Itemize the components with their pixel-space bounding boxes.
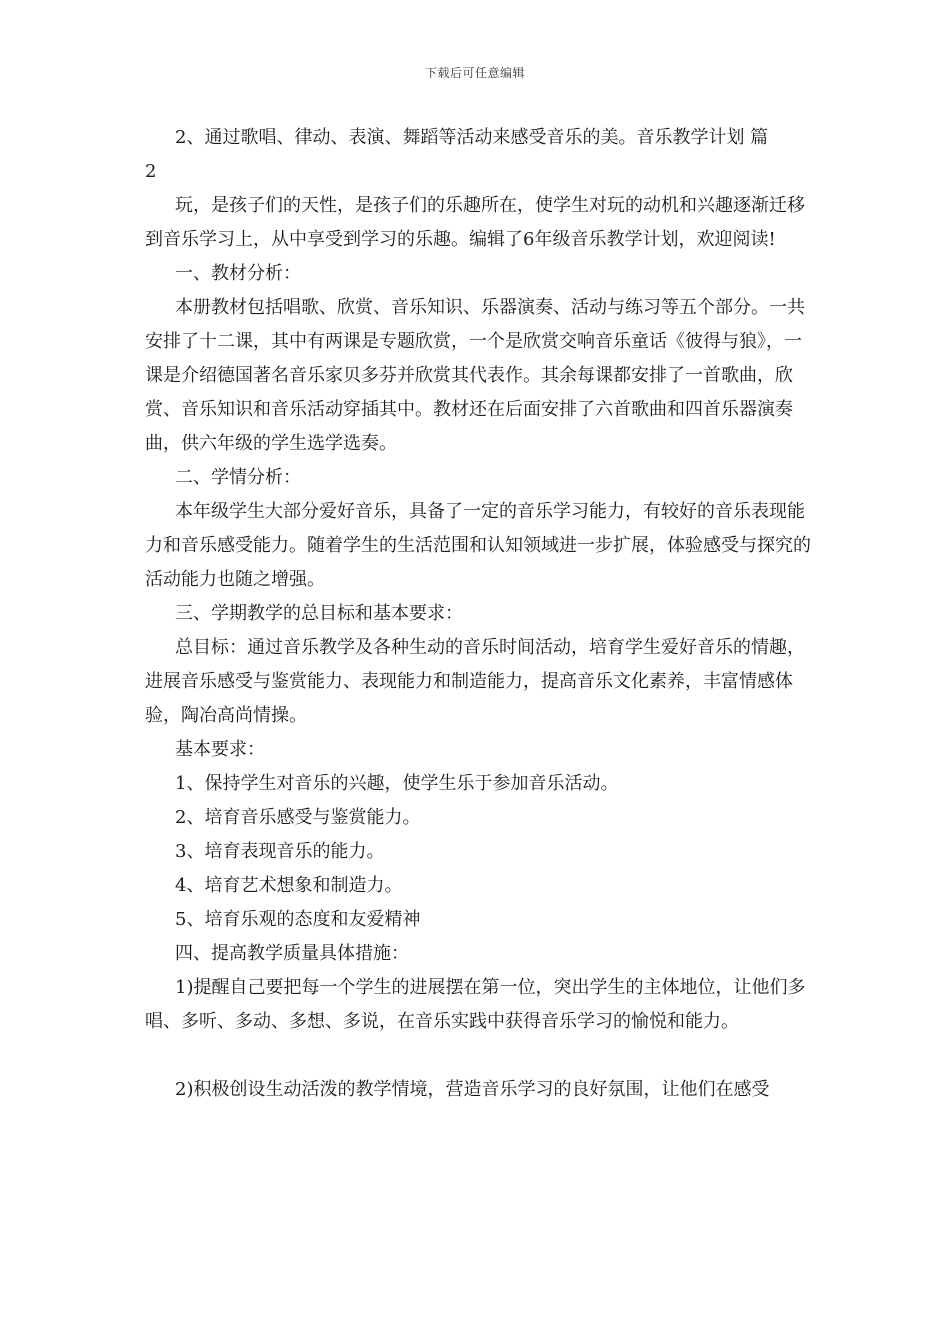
- section-heading: 三、学期教学的总目标和基本要求：: [175, 603, 463, 624]
- paragraph-spacer: [145, 1039, 815, 1073]
- paragraph: 2、通过歌唱、律动、表演、舞蹈等活动来感受音乐的美。音乐教学计划 篇: [175, 127, 769, 148]
- paragraph: 本年级学生大部分爱好音乐，具备了一定的音乐学习能力，有较好的音乐表现能力和音乐感受能力。随着学生的生活范围和认知领域进一步扩展，体验感受与探究的活动能力也随之增强。: [145, 501, 811, 590]
- section-heading: 四、提高教学质量具体措施：: [175, 943, 409, 964]
- document-body: [145, 121, 815, 1107]
- paragraph: 1)提醒自己要把每一个学生的进展摆在第一位，突出学生的主体地位，让他们多唱、多听、多动、多想、多说，在音乐实践中获得音乐学习的愉悦和能力。: [145, 977, 806, 1032]
- paragraph: 总目标：通过音乐教学及各种生动的音乐时间活动，培育学生爱好音乐的情趣，进展音乐感受与鉴赏能力、表现能力和制造能力，提高音乐文化素养，丰富情感体验，陶冶高尚情操。: [145, 637, 805, 726]
- paragraph: 基本要求：: [175, 739, 265, 760]
- list-item: 3、培育表现音乐的能力。: [175, 841, 385, 862]
- section-heading: 二、学情分析：: [175, 467, 301, 488]
- list-item: 1、保持学生对音乐的兴趣，使学生乐于参加音乐活动。: [175, 773, 619, 794]
- list-item: 5、培育乐观的态度和友爱精神: [175, 909, 421, 930]
- list-item: 2、培育音乐感受与鉴赏能力。: [175, 807, 421, 828]
- paragraph: 本册教材包括唱歌、欣赏、音乐知识、乐器演奏、活动与练习等五个部分。一共安排了十二课，其中有两课是专题欣赏，一个是欣赏交响音乐童话《彼得与狼》，一课是介绍德国著名音乐家贝多芬并欣赏其代表作。其余每课都安排了一首歌曲，欣赏、音乐知识和音乐活动穿插其中。教材还在后面安排了六首歌曲和四首乐器演奏曲，供六年级的学生选学选奏。: [145, 297, 805, 454]
- page-header: 下载后可任意编辑: [424, 66, 525, 80]
- paragraph: 玩，是孩子们的天性，是孩子们的乐趣所在，使学生对玩的动机和兴趣逐渐迁移到音乐学习上，从中享受到学习的乐趣。编辑了6年级音乐教学计划，欢迎阅读!: [145, 195, 805, 250]
- paragraph: 2)积极创设生动活泼的教学情境，营造音乐学习的良好氛围，让他们在感受: [175, 1079, 770, 1100]
- list-item: 4、培育艺术想象和制造力。: [175, 875, 403, 896]
- paragraph: 2: [145, 161, 157, 182]
- section-heading: 一、教材分析：: [175, 263, 301, 284]
